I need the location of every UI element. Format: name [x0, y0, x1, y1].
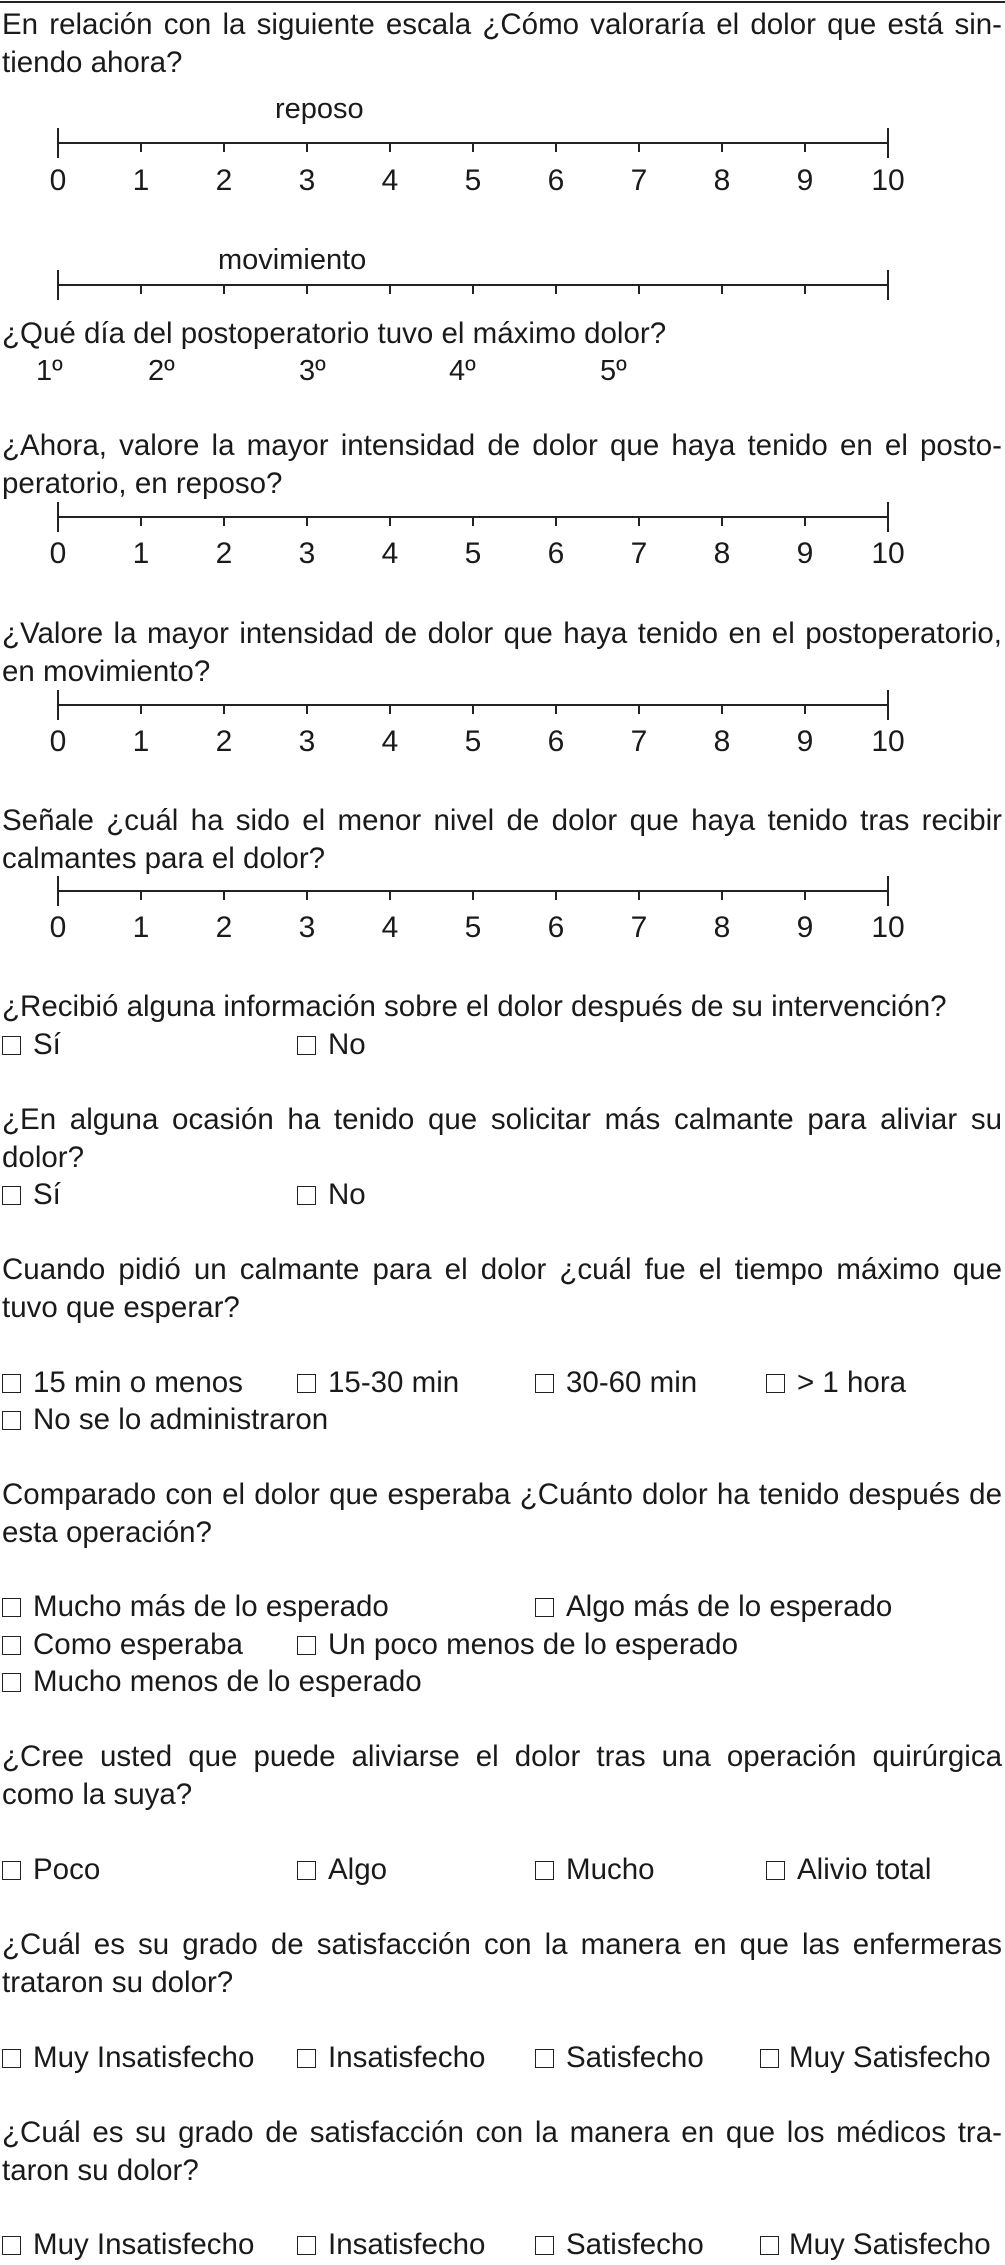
- scale-number: 7: [630, 911, 648, 944]
- scale-tick: [887, 502, 889, 532]
- scale-number: 7: [630, 725, 648, 758]
- scale-tick: [472, 704, 474, 714]
- scale-tick: [887, 128, 889, 158]
- scale-tick: [721, 890, 723, 900]
- checkbox-icon[interactable]: [297, 1036, 316, 1055]
- pain-scale-max-rest[interactable]: [58, 502, 888, 532]
- scale-number: 5: [464, 911, 482, 944]
- scale-number: 3: [298, 911, 316, 944]
- scale-tick: [555, 284, 557, 294]
- scale-tick: [223, 890, 225, 900]
- option-very-dissatisfied[interactable]: Muy Insatisfecho: [2, 2226, 254, 2264]
- scale-tick: [223, 704, 225, 714]
- scale-tick: [472, 142, 474, 152]
- scale-tick: [638, 284, 640, 294]
- checkbox-icon[interactable]: [535, 2049, 554, 2068]
- checkbox-icon[interactable]: [535, 1598, 554, 1617]
- scale-number: 5: [464, 537, 482, 570]
- scale-tick: [389, 284, 391, 294]
- scale-number: 1: [132, 725, 150, 758]
- scale-number: 1: [132, 537, 150, 570]
- option-satisfied[interactable]: Satisfecho: [535, 2226, 704, 2264]
- scale-tick: [721, 516, 723, 526]
- scale-number: 5: [464, 164, 482, 197]
- scale-tick: [638, 890, 640, 900]
- scale-number: 9: [796, 164, 814, 197]
- rest-label: reposo: [275, 93, 364, 125]
- scale-number: 3: [298, 725, 316, 758]
- option-dissatisfied[interactable]: Insatisfecho: [297, 2226, 485, 2264]
- option-somewhat-less[interactable]: Un poco menos de lo esperado: [297, 1626, 738, 1664]
- checkbox-icon[interactable]: [2, 1861, 21, 1880]
- question-wait-time: Cuando pidió un calmante para el dolor ¿cuál fue el tiempo máximo que tuvo que esperar?: [2, 1253, 1002, 1324]
- question-expected-pain: Comparado con el dolor que esperaba ¿Cuánto dolor ha tenido después de esta operación?: [2, 1478, 1002, 1549]
- question-max-pain-movement: ¿Valore la mayor intensidad de dolor que haya tenido en el postoperatorio, en movimiento?: [2, 617, 1002, 688]
- option-no[interactable]: No: [297, 1026, 366, 1064]
- scale-number: 4: [381, 164, 399, 197]
- option-much-more[interactable]: Mucho más de lo esperado: [2, 1588, 389, 1626]
- scale-tick: [887, 270, 889, 300]
- scale-tick: [306, 284, 308, 294]
- scale-tick: [140, 284, 142, 294]
- scale-tick: [472, 516, 474, 526]
- scale-number: 4: [381, 725, 399, 758]
- scale-tick: [389, 142, 391, 152]
- checkbox-icon[interactable]: [2, 2236, 21, 2255]
- scale-tick: [389, 516, 391, 526]
- question-doctor-satisfaction: ¿Cuál es su grado de satisfacción con la manera en que los médicos trataron su dolor?: [2, 2116, 1002, 2187]
- scale-tick: [306, 704, 308, 714]
- scale-tick: [57, 270, 59, 300]
- checkbox-icon[interactable]: [297, 1861, 316, 1880]
- scale-number: 9: [796, 537, 814, 570]
- day-1[interactable]: 1º: [36, 355, 63, 387]
- scale-tick: [721, 284, 723, 294]
- scale-tick: [57, 690, 59, 720]
- scale-tick: [306, 890, 308, 900]
- scale-number: 10: [871, 164, 905, 197]
- checkbox-icon[interactable]: [2, 1374, 21, 1393]
- scale-tick: [472, 284, 474, 294]
- checkbox-icon[interactable]: [2, 1036, 21, 1055]
- scale-number: 8: [713, 725, 731, 758]
- scale-number: 6: [547, 725, 565, 758]
- scale-number: 3: [298, 537, 316, 570]
- option-little[interactable]: Poco: [2, 1851, 100, 1889]
- question-extra-analgesic: ¿En alguna ocasión ha tenido que solicitar más calmante para aliviar su dolor?: [2, 1103, 1002, 1174]
- scale-tick: [57, 502, 59, 532]
- scale-number: 0: [49, 911, 67, 944]
- checkbox-icon[interactable]: [535, 1374, 554, 1393]
- option-15-30[interactable]: 15-30 min: [297, 1364, 459, 1402]
- scale-number: 6: [547, 537, 565, 570]
- option-no[interactable]: No: [297, 1176, 366, 1214]
- scale-number: 8: [713, 164, 731, 197]
- scale-number: 6: [547, 911, 565, 944]
- scale-tick: [223, 142, 225, 152]
- scale-number: 9: [796, 725, 814, 758]
- checkbox-icon[interactable]: [760, 2236, 779, 2255]
- checkbox-icon[interactable]: [2, 1411, 21, 1430]
- scale-tick: [721, 704, 723, 714]
- option-15-or-less[interactable]: 15 min o menos: [2, 1364, 243, 1402]
- checkbox-icon[interactable]: [297, 1374, 316, 1393]
- scale-tick: [57, 128, 59, 158]
- scale-tick: [389, 890, 391, 900]
- scale-tick: [306, 516, 308, 526]
- checkbox-icon[interactable]: [297, 1636, 316, 1655]
- scale-number: 0: [49, 164, 67, 197]
- option-yes[interactable]: Sí: [2, 1176, 61, 1214]
- top-rule: [0, 1, 1005, 3]
- scale-number: 2: [215, 725, 233, 758]
- scale-tick: [638, 704, 640, 714]
- checkbox-icon[interactable]: [535, 2236, 554, 2255]
- scale-tick: [223, 284, 225, 294]
- option-somewhat-more[interactable]: Algo más de lo esperado: [535, 1588, 892, 1626]
- option-not-given[interactable]: No se lo administraron: [2, 1401, 328, 1439]
- scale-tick: [804, 284, 806, 294]
- scale-tick: [555, 142, 557, 152]
- scale-tick: [721, 142, 723, 152]
- option-satisfied[interactable]: Satisfecho: [535, 2039, 704, 2077]
- checkbox-icon[interactable]: [760, 2049, 779, 2068]
- scale-number: 1: [132, 911, 150, 944]
- scale-tick: [140, 516, 142, 526]
- scale-tick: [57, 876, 59, 906]
- day-5[interactable]: 5º: [600, 355, 627, 387]
- option-much[interactable]: Mucho: [535, 1851, 655, 1889]
- checkbox-icon[interactable]: [2, 1636, 21, 1655]
- scale-tick: [140, 890, 142, 900]
- question-max-pain-day: ¿Qué día del postoperatorio tuvo el máximo dolor?: [2, 317, 667, 350]
- scale-tick: [804, 142, 806, 152]
- question-info-received: ¿Recibió alguna información sobre el dolor después de su intervención?: [2, 990, 947, 1023]
- scale-number: 8: [713, 537, 731, 570]
- option-much-less[interactable]: Mucho menos de lo esperado: [2, 1663, 422, 1701]
- scale-number: 7: [630, 164, 648, 197]
- pain-scale-min[interactable]: [58, 876, 888, 906]
- day-2[interactable]: 2º: [148, 355, 175, 387]
- scale-tick: [306, 142, 308, 152]
- scale-tick: [804, 704, 806, 714]
- option-very-satisfied[interactable]: Muy Satisfecho: [760, 2226, 991, 2264]
- scale-tick: [804, 890, 806, 900]
- option-yes[interactable]: Sí: [2, 1026, 61, 1064]
- scale-number: 0: [49, 537, 67, 570]
- scale-number: 7: [630, 537, 648, 570]
- question-min-pain: Señale ¿cuál ha sido el menor nivel de dolor que haya tenido tras recibir calmantes para el dolor?: [2, 804, 1002, 875]
- checkbox-icon[interactable]: [2, 1598, 21, 1617]
- scale-tick: [140, 142, 142, 152]
- checkbox-icon[interactable]: [297, 2049, 316, 2068]
- scale-number: 2: [215, 537, 233, 570]
- scale-number: 10: [871, 537, 905, 570]
- option-over-1h[interactable]: > 1 hora: [766, 1364, 906, 1402]
- question-pain-relief: ¿Cree usted que puede aliviarse el dolor tras una operación quirúrgica como la suya?: [2, 1740, 1002, 1811]
- scale-number: 3: [298, 164, 316, 197]
- option-30-60[interactable]: 30-60 min: [535, 1364, 697, 1402]
- scale-number: 2: [215, 911, 233, 944]
- option-dissatisfied[interactable]: Insatisfecho: [297, 2039, 485, 2077]
- checkbox-icon[interactable]: [2, 1673, 21, 1692]
- scale-number: 8: [713, 911, 731, 944]
- checkbox-icon[interactable]: [297, 1186, 316, 1205]
- checkbox-icon[interactable]: [2, 1186, 21, 1205]
- scale-number: 1: [132, 164, 150, 197]
- day-3[interactable]: 3º: [299, 355, 326, 387]
- scale-number: 0: [49, 725, 67, 758]
- option-very-dissatisfied[interactable]: Muy Insatisfecho: [2, 2039, 254, 2077]
- checkbox-icon[interactable]: [766, 1374, 785, 1393]
- scale-tick: [223, 516, 225, 526]
- pain-scale-rest[interactable]: [58, 128, 888, 158]
- scale-tick: [638, 516, 640, 526]
- scale-number: 6: [547, 164, 565, 197]
- option-some[interactable]: Algo: [297, 1851, 387, 1889]
- option-total-relief[interactable]: Alivio total: [766, 1851, 931, 1889]
- checkbox-icon[interactable]: [2, 2049, 21, 2068]
- movement-label: movimiento: [218, 244, 367, 276]
- scale-tick: [140, 704, 142, 714]
- scale-tick: [555, 704, 557, 714]
- scale-tick: [555, 516, 557, 526]
- scale-number: 5: [464, 725, 482, 758]
- option-very-satisfied[interactable]: Muy Satisfecho: [760, 2039, 991, 2077]
- scale-number: 10: [871, 725, 905, 758]
- pain-scale-movement[interactable]: [58, 270, 888, 300]
- option-as-expected[interactable]: Como esperaba: [2, 1626, 243, 1664]
- day-4[interactable]: 4º: [449, 355, 476, 387]
- scale-tick: [555, 890, 557, 900]
- checkbox-icon[interactable]: [297, 2236, 316, 2255]
- question-nurse-satisfaction: ¿Cuál es su grado de satisfacción con la manera en que las enfermeras trataron su dolor?: [2, 1928, 1002, 1999]
- scale-number: 4: [381, 537, 399, 570]
- scale-number: 9: [796, 911, 814, 944]
- scale-tick: [887, 876, 889, 906]
- scale-tick: [804, 516, 806, 526]
- scale-number: 2: [215, 164, 233, 197]
- scale-tick: [389, 704, 391, 714]
- scale-tick: [638, 142, 640, 152]
- scale-number: 10: [871, 911, 905, 944]
- scale-tick: [472, 890, 474, 900]
- scale-tick: [887, 690, 889, 720]
- checkbox-icon[interactable]: [766, 1861, 785, 1880]
- question-current-pain: En relación con la siguiente escala ¿Cómo valoraría el dolor que está sintiendo ahora?: [2, 8, 1002, 79]
- checkbox-icon[interactable]: [535, 1861, 554, 1880]
- pain-scale-max-movement[interactable]: [58, 690, 888, 720]
- question-max-pain-rest: ¿Ahora, valore la mayor intensidad de dolor que haya tenido en el postoperatorio, en reposo?: [2, 429, 1002, 500]
- scale-number: 4: [381, 911, 399, 944]
